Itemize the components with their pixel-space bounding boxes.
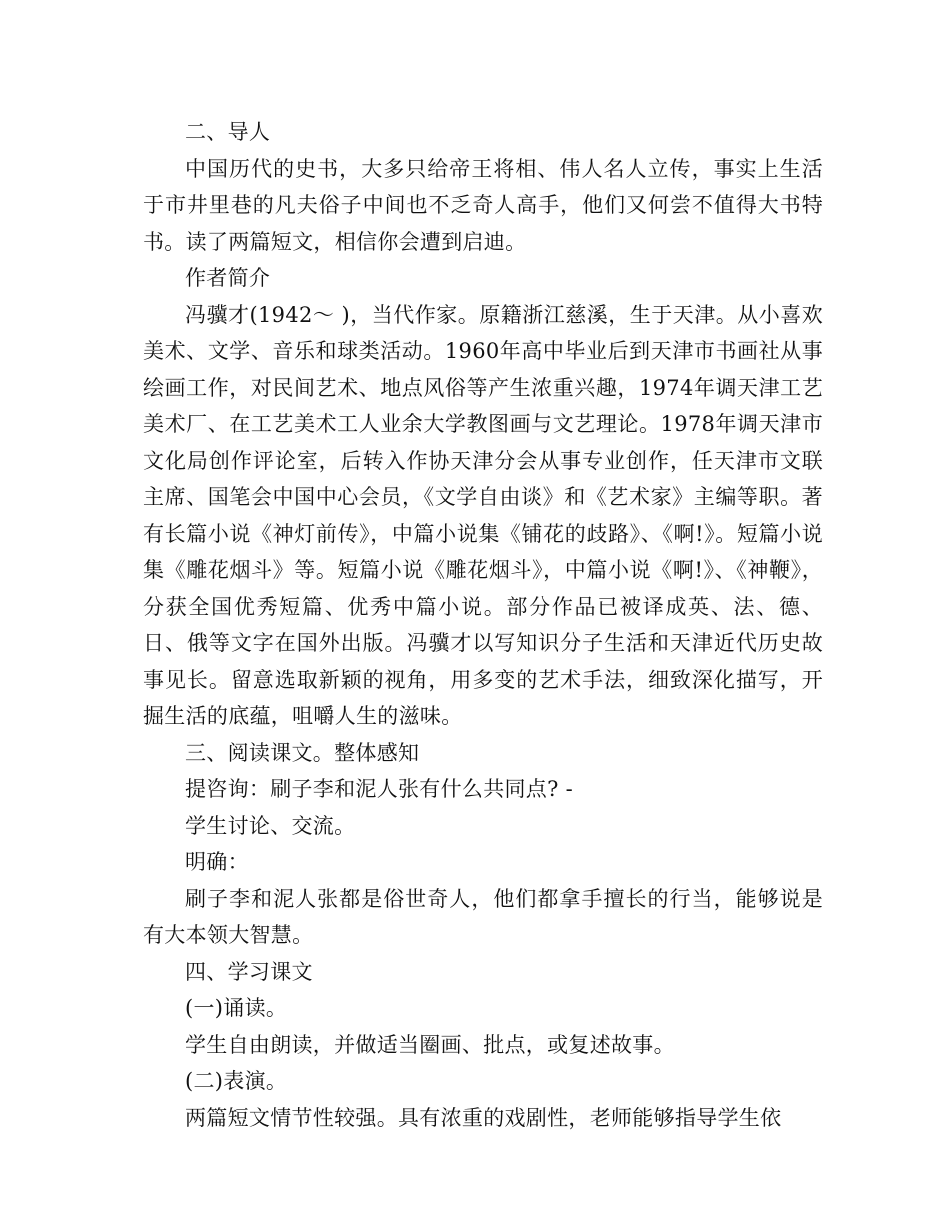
paragraph-clarify-label: 明确： [185,850,249,874]
paragraph-intro-text: 中国历代的史书，大多只给帝王将相、伟人名人立传，事实上生活于市井里巷的凡夫俗子中间也不乏奇人高手，他们又何尝不值得大书特书。读了两篇短文，相信你会遭到启迪。 [143,156,823,254]
paragraph-question: 提咨询：刷子李和泥人张有什么共同点? - [185,777,574,801]
paragraph-recite-text: 学生自由朗读，并做适当圈画、批点，或复述故事。 [185,1032,675,1057]
paragraph-discussion: 学生讨论、交流。 [185,813,356,838]
paragraph-author-bio: 冯骥才(1942～ )，当代作家。原籍浙江慈溪，生于天津。从小喜欢美术、文学、音乐和球类活动。1960年高中毕业后到天津市书画社从事绘画工作，对民间艺术、地点风俗等产生浓重兴趣，1974年调天津工艺美术厂、在工艺美术工人业余大学教图画与文艺理论。1978年调天津市文化局创作评论室，后转入作协天津分会从事专业创作，任天津市文联主席、国笔会中国中心会员，《文学自由谈》和《艺术家》主编等职。著有长篇小说《神灯前传》，中篇小说集《铺花的歧路》、《啊!》。短篇小说集《雕花烟斗》等。短篇小说《雕花烟斗》，中篇小说《啊!》、《神鞭》，分获全国优秀短篇、优秀中篇小说。部分作品已被译成英、法、德、日、俄等文字在国外出版。冯骥才以写知识分子生活和天津近代历史故事见长。留意选取新颖的视角，用多变的艺术手法，细致深化描写，开掘生活的底蕴，咀嚼人生的滋味。 [143,302,823,728]
paragraph-perform-text: 两篇短文情节性较强。具有浓重的戏剧性，老师能够指导学生依 [185,1105,782,1130]
section-heading-reading: 三、阅读课文。整体感知 [185,740,420,765]
subheading-perform: (二)表演。 [185,1069,288,1093]
section-heading-study: 四、学习课文 [185,959,313,984]
section-heading-author: 作者简介 [185,266,271,290]
section-heading-intro: 二、导人 [185,120,271,144]
document-page [143,114,823,1136]
paragraph-clarify-text: 刷子李和泥人张都是俗世奇人，他们都拿手擅长的行当，能够说是有大本领大智慧。 [143,886,823,947]
subheading-recite: (一)诵读。 [185,996,288,1020]
